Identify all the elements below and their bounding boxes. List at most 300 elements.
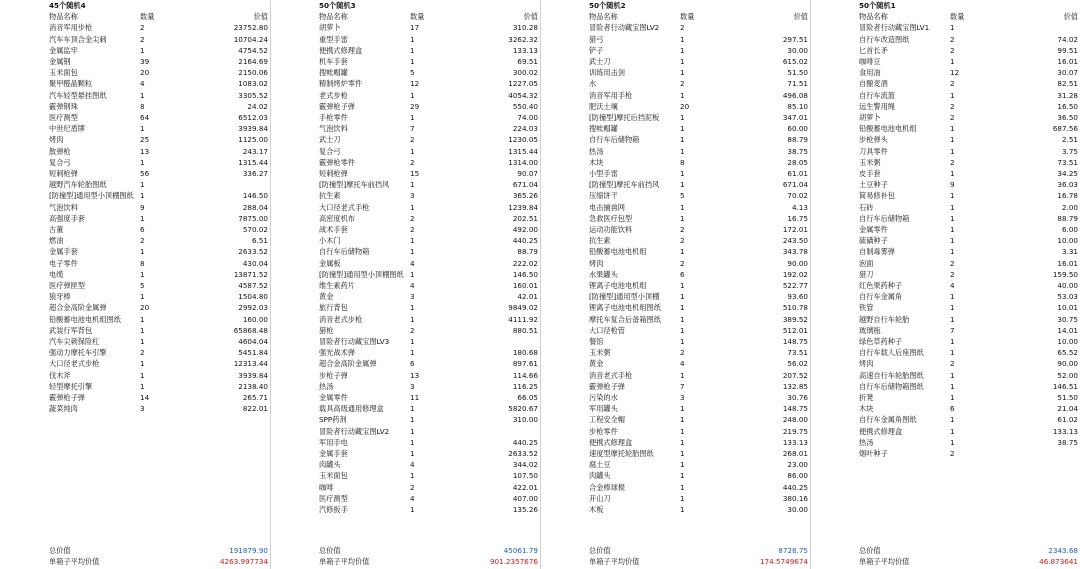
table-row <box>270 392 540 403</box>
quantity-cell: 1 <box>410 337 415 346</box>
item-name-cell: 刀具零件 <box>859 146 888 156</box>
item-name-cell: 电缆 <box>49 269 64 279</box>
item-name-cell: 猎枪 <box>319 325 334 335</box>
item-name-cell: 食用油 <box>859 68 881 78</box>
table-row <box>270 414 540 425</box>
quantity-cell: 1 <box>950 348 955 358</box>
item-name-cell: 金属零件 <box>859 225 888 234</box>
item-name-cell: 复合弓 <box>319 146 341 156</box>
item-name-cell: 铲子 <box>589 45 604 55</box>
value-cell: 34.25 <box>1057 169 1078 178</box>
value-cell: 4.13 <box>791 202 808 212</box>
quantity-cell: 1 <box>680 57 685 66</box>
value-cell: 73.51 <box>787 348 808 358</box>
value-cell: 207.52 <box>782 370 808 380</box>
quantity-cell: 64 <box>140 113 150 122</box>
item-name-cell: 短刺枪弹 <box>319 169 348 178</box>
item-name-cell: 运动功能饮料 <box>589 225 633 234</box>
quantity-cell: 2 <box>140 348 145 358</box>
item-name-cell: 自行车金属角图纸 <box>859 415 917 425</box>
value-cell: 1227.05 <box>508 79 538 89</box>
quantity-cell: 7 <box>680 381 685 391</box>
value-cell: 133.13 <box>782 437 808 447</box>
item-name-cell: 咖啡豆 <box>859 57 881 66</box>
value-cell: 148.75 <box>782 404 808 414</box>
quantity-cell: 1 <box>680 314 685 324</box>
item-name-cell: 玉米粥 <box>859 157 881 167</box>
item-name-cell: 自行车后储物箱 <box>859 213 910 223</box>
quantity-cell: 1 <box>140 370 145 380</box>
table-row <box>810 448 1080 459</box>
item-name-cell: 工程安全帽 <box>589 415 625 425</box>
table-row <box>270 336 540 347</box>
item-name-cell: 霰弹枪子弹 <box>589 381 625 391</box>
table-row <box>810 224 1080 235</box>
value-cell: 160.01 <box>512 281 538 290</box>
value-cell: 90.00 <box>787 258 808 268</box>
table-row <box>540 403 810 414</box>
value-cell <box>488 426 538 437</box>
item-name-cell: 消音老式手枪 <box>589 370 633 380</box>
table-row <box>270 314 540 325</box>
table-row <box>0 56 270 67</box>
item-name-cell: 小型手雷 <box>589 169 618 178</box>
value-cell: 510.78 <box>782 303 808 313</box>
value-cell: 2992.03 <box>238 303 268 313</box>
value-cell: 1504.80 <box>238 292 268 302</box>
value-cell <box>1028 22 1078 33</box>
quantity-cell: 1 <box>680 426 685 436</box>
quantity-cell: 1 <box>140 269 145 279</box>
quantity-cell: 1 <box>680 482 685 492</box>
value-cell: 38.75 <box>1057 437 1078 447</box>
quantity-cell: 3 <box>410 191 415 201</box>
quantity-cell: 1 <box>950 393 955 402</box>
value-cell: 2633.52 <box>238 247 268 257</box>
table-header-row <box>0 11 270 22</box>
table-row <box>540 302 810 313</box>
item-name-cell: 狼牙棒 <box>49 292 71 302</box>
quantity-cell: 2 <box>140 23 145 33</box>
value-cell: 4054.32 <box>508 90 538 100</box>
item-name-cell: 电击捕兽网 <box>589 202 625 212</box>
quantity-cell: 2 <box>680 225 685 234</box>
value-cell: 671.04 <box>782 180 808 190</box>
table-row <box>540 269 810 280</box>
quantity-cell: 4 <box>410 460 415 470</box>
average-value: 46.873641 <box>1039 556 1078 566</box>
value-cell: 146.50 <box>512 269 538 279</box>
item-name-cell: 开山刀 <box>589 493 611 503</box>
quantity-cell: 1 <box>140 191 145 201</box>
value-cell: 265.71 <box>242 393 268 402</box>
table-block-1 <box>0 0 271 569</box>
quantity-cell: 1 <box>410 90 415 100</box>
quantity-cell: 1 <box>410 314 415 324</box>
value-cell: 85.10 <box>787 101 808 111</box>
value-cell: 3305.52 <box>238 90 268 100</box>
table-row <box>270 482 540 493</box>
value-cell: 66.05 <box>517 393 538 402</box>
value-cell: 30.76 <box>787 393 808 402</box>
table-row <box>0 190 270 201</box>
quantity-cell: 1 <box>680 124 685 134</box>
item-name-cell: 热汤 <box>319 381 334 391</box>
table-title: 50个随机1 <box>859 1 896 10</box>
item-name-cell: 消音军用步枪 <box>49 23 93 33</box>
value-cell: 71.51 <box>787 79 808 89</box>
quantity-cell: 3 <box>140 404 145 414</box>
quantity-cell: 1 <box>410 303 415 313</box>
value-cell: 202.51 <box>512 213 538 223</box>
quantity-cell: 11 <box>410 393 420 402</box>
value-cell: 3.31 <box>1061 247 1078 257</box>
item-name-cell: 武士刀 <box>319 135 341 145</box>
quantity-cell: 1 <box>950 225 955 234</box>
item-name-cell: 烤肉 <box>859 359 874 369</box>
quantity-cell: 1 <box>680 449 685 458</box>
value-cell: 192.02 <box>782 269 808 279</box>
total-row <box>810 545 1080 556</box>
item-name-cell: 自行车流篮 <box>859 90 895 100</box>
value-cell: 297.51 <box>782 34 808 44</box>
quantity-cell: 2 <box>950 157 955 167</box>
item-name-cell: 玉米面包 <box>319 471 348 481</box>
item-name-cell: 简易修补包 <box>859 191 895 201</box>
table-row <box>270 459 540 470</box>
value-cell: 148.75 <box>782 337 808 346</box>
quantity-cell: 4 <box>680 359 685 369</box>
quantity-cell: 7 <box>950 325 955 335</box>
quantity-cell: 6 <box>140 225 145 234</box>
value-cell: 822.01 <box>242 404 268 414</box>
quantity-cell: 2 <box>410 213 415 223</box>
table-row <box>0 168 270 179</box>
quantity-cell: 1 <box>680 213 685 223</box>
table-title-row <box>270 0 540 11</box>
table-row <box>810 78 1080 89</box>
quantity-cell: 1 <box>950 370 955 380</box>
table-row <box>810 314 1080 325</box>
item-name-cell: 金属手套 <box>49 247 78 257</box>
quantity-cell: 2 <box>680 258 685 268</box>
average-value: 174.5749674 <box>759 556 808 566</box>
quantity-cell: 1 <box>140 292 145 302</box>
quantity-cell: 1 <box>950 23 955 33</box>
value-cell: 365.26 <box>512 191 538 201</box>
quantity-cell: 12 <box>950 68 960 78</box>
value-cell: 13871.52 <box>233 269 268 279</box>
quantity-cell: 17 <box>410 23 420 33</box>
quantity-cell: 4 <box>950 281 955 290</box>
value-cell: 4754.52 <box>238 45 268 55</box>
table-row <box>810 213 1080 224</box>
value-cell: 1315.44 <box>508 146 538 156</box>
item-name-cell: 便携式修理盒 <box>859 426 903 436</box>
table-row <box>810 246 1080 257</box>
total-row <box>540 545 810 556</box>
value-cell: 12313.44 <box>233 359 268 369</box>
table-row <box>540 67 810 78</box>
value-cell: 36.03 <box>1057 180 1078 190</box>
value-cell: 159.50 <box>1052 269 1078 279</box>
item-name-cell: [防撞型]通用型小顶棚 <box>589 292 660 302</box>
item-name-cell: 医疗测型 <box>319 493 348 503</box>
table-header-row <box>810 11 1080 22</box>
value-cell: 10.00 <box>1057 337 1078 346</box>
quantity-cell: 1 <box>410 57 415 66</box>
value-cell: 69.51 <box>517 57 538 66</box>
value-cell: 2633.52 <box>508 449 538 458</box>
quantity-cell: 1 <box>950 247 955 257</box>
value-cell: 336.27 <box>242 169 268 178</box>
item-name-cell: 越野汽车轮胎图纸 <box>49 180 107 190</box>
value-cell: 88.79 <box>787 135 808 145</box>
value-cell <box>758 22 808 33</box>
value-cell: 248.00 <box>782 415 808 425</box>
table-row <box>810 90 1080 101</box>
item-name-cell: 古董 <box>49 225 64 234</box>
item-name-cell: 大口径老式手枪 <box>319 202 370 212</box>
quantity-cell: 1 <box>410 180 415 190</box>
quantity-cell: 12 <box>410 79 420 89</box>
average-label: 单箱子平均价值 <box>589 556 640 566</box>
table-row <box>270 224 540 235</box>
table-row <box>270 370 540 381</box>
table-row <box>810 437 1080 448</box>
item-name-cell: 轻型摩托引擎 <box>49 381 93 391</box>
quantity-cell: 7 <box>410 124 415 134</box>
quantity-cell: 1 <box>950 191 955 201</box>
table-row <box>810 381 1080 392</box>
table-row <box>540 291 810 302</box>
value-cell: 28.05 <box>787 157 808 167</box>
column-header: 价值 <box>1063 12 1078 22</box>
quantity-cell: 2 <box>950 359 955 369</box>
total-label: 总价值 <box>319 545 341 555</box>
value-cell: 224.03 <box>512 124 538 134</box>
table-row <box>270 381 540 392</box>
average-label: 单箱子平均价值 <box>319 556 370 566</box>
value-cell: 2164.69 <box>238 57 268 66</box>
quantity-cell: 20 <box>140 303 150 313</box>
value-cell: 88.79 <box>517 247 538 257</box>
quantity-cell: 8 <box>680 157 685 167</box>
quantity-cell: 1 <box>950 135 955 145</box>
item-name-cell: 战术手套 <box>319 225 348 234</box>
value-cell: 65.52 <box>1057 348 1078 358</box>
item-name-cell: 复合弓 <box>49 157 71 167</box>
table-row <box>540 224 810 235</box>
value-cell: 492.00 <box>512 225 538 234</box>
quantity-cell: 6 <box>950 404 955 414</box>
item-name-cell: [防撞型]摩托车前挡风 <box>319 180 390 190</box>
quantity-cell: 1 <box>410 505 415 514</box>
table-row <box>540 325 810 336</box>
quantity-cell: 5 <box>680 191 685 201</box>
quantity-cell: 1 <box>410 113 415 122</box>
item-name-cell: 训练用击剑 <box>589 68 625 78</box>
item-name-cell: 水 <box>589 79 597 89</box>
value-cell: 30.75 <box>1057 314 1078 324</box>
table-row <box>540 392 810 403</box>
item-name-cell: 军用手电 <box>319 437 348 447</box>
quantity-cell: 1 <box>950 426 955 436</box>
table-row <box>0 269 270 280</box>
quantity-cell: 1 <box>950 437 955 447</box>
table-row <box>0 213 270 224</box>
table-row <box>0 336 270 347</box>
value-cell: 74.00 <box>517 113 538 122</box>
table-row <box>0 235 270 246</box>
item-name-cell: 蔬菜炖肉 <box>49 404 78 414</box>
quantity-cell: 2 <box>680 348 685 358</box>
value-cell: 24.02 <box>247 101 268 111</box>
table-row <box>0 302 270 313</box>
item-name-cell: 烤肉 <box>589 258 604 268</box>
quantity-cell: 8 <box>140 258 145 268</box>
table-row <box>0 112 270 123</box>
value-cell: 16.78 <box>1057 191 1078 201</box>
quantity-cell: 1 <box>950 236 955 246</box>
table-row <box>270 56 540 67</box>
quantity-cell: 1 <box>680 68 685 78</box>
table-row <box>270 112 540 123</box>
table-row <box>0 314 270 325</box>
quantity-cell: 1 <box>680 113 685 122</box>
item-name-cell: 冒险者行动藏宝图LV2 <box>319 426 390 436</box>
value-cell <box>218 179 268 190</box>
item-name-cell: 霰弹枪零件 <box>319 157 355 167</box>
table-row <box>540 493 810 504</box>
quantity-cell: 1 <box>410 404 415 414</box>
item-name-cell: 精制烤炉零件 <box>319 79 363 89</box>
item-name-cell: 短刺枪弹 <box>49 169 78 178</box>
item-name-cell: 肥沃土壤 <box>589 101 618 111</box>
quantity-cell: 1 <box>140 90 145 100</box>
value-cell <box>488 336 538 347</box>
quantity-cell: 2 <box>140 236 145 246</box>
quantity-cell: 29 <box>410 101 420 111</box>
quantity-cell: 1 <box>680 281 685 290</box>
value-cell: 2150.06 <box>238 68 268 78</box>
quantity-cell: 1 <box>950 169 955 178</box>
table-row <box>270 235 540 246</box>
item-name-cell: 速度型摩托轮胎图纸 <box>589 449 654 458</box>
quantity-cell: 1 <box>140 359 145 369</box>
value-cell: 1314.00 <box>508 157 538 167</box>
item-name-cell: 汽车轻型悬挂图纸 <box>49 90 107 100</box>
quantity-cell: 1 <box>140 381 145 391</box>
table-title-row <box>0 0 270 11</box>
quantity-cell: 2 <box>950 113 955 122</box>
value-cell: 2.51 <box>1061 135 1078 145</box>
quantity-cell: 1 <box>140 180 145 190</box>
item-name-cell: 大口径老式步枪 <box>49 359 100 369</box>
table-row <box>540 347 810 358</box>
quantity-cell: 1 <box>140 157 145 167</box>
item-name-cell: 机车手套 <box>319 57 348 66</box>
quantity-cell: 1 <box>140 124 145 134</box>
table-row <box>270 403 540 414</box>
table-row <box>810 414 1080 425</box>
value-cell: 9849.02 <box>508 303 538 313</box>
average-row <box>540 556 810 567</box>
value-cell: 222.02 <box>512 258 538 268</box>
table-row <box>0 134 270 145</box>
quantity-cell: 1 <box>410 471 415 481</box>
quantity-cell: 1 <box>410 146 415 156</box>
quantity-cell: 1 <box>680 303 685 313</box>
quantity-cell: 1 <box>950 337 955 346</box>
item-name-cell: [防撞型]通用型小顶棚图纸 <box>49 191 134 201</box>
quantity-cell: 1 <box>680 247 685 257</box>
total-value: 45061.79 <box>503 545 538 555</box>
value-cell: 243.17 <box>242 146 268 156</box>
item-name-cell: 锂离子电池电机组 <box>589 281 647 290</box>
quantity-cell: 1 <box>140 337 145 346</box>
item-name-cell: 玉米粥 <box>589 348 611 358</box>
table-row <box>270 34 540 45</box>
value-cell: 21.04 <box>1057 404 1078 414</box>
value-cell: 671.04 <box>512 180 538 190</box>
value-cell: 1125.00 <box>238 135 268 145</box>
table-header-row <box>540 11 810 22</box>
item-name-cell: 皮手套 <box>859 169 881 178</box>
table-row <box>810 45 1080 56</box>
quantity-cell: 14 <box>140 393 150 402</box>
table-row <box>540 190 810 201</box>
table-row <box>270 202 540 213</box>
quantity-cell: 2 <box>950 101 955 111</box>
value-cell: 40.00 <box>1057 281 1078 290</box>
quantity-cell: 1 <box>680 169 685 178</box>
item-name-cell: 猎弓 <box>589 34 604 44</box>
value-cell: 4587.52 <box>238 281 268 290</box>
table-block-2 <box>270 0 541 569</box>
column-header: 数量 <box>680 12 695 22</box>
value-cell: 31.28 <box>1057 90 1078 100</box>
value-cell: 687.56 <box>1052 124 1078 134</box>
item-name-cell: 自制毒雾弹 <box>859 247 895 257</box>
item-name-cell: 铁管 <box>859 303 874 313</box>
table-row <box>0 370 270 381</box>
quantity-cell: 1 <box>680 437 685 447</box>
item-name-cell: 自行车后储物箱 <box>319 247 370 257</box>
item-name-cell: 黄金 <box>319 292 334 302</box>
quantity-cell: 1 <box>680 493 685 503</box>
table-row <box>270 123 540 134</box>
item-name-cell: 消音老式步枪 <box>319 314 363 324</box>
value-cell: 512.01 <box>782 325 808 335</box>
table-row <box>540 426 810 437</box>
value-cell: 51.50 <box>787 68 808 78</box>
value-cell: 160.00 <box>242 314 268 324</box>
value-cell: 132.85 <box>782 381 808 391</box>
table-row <box>0 347 270 358</box>
table-row <box>810 325 1080 336</box>
quantity-cell: 2 <box>410 325 415 335</box>
quantity-cell: 6 <box>680 269 685 279</box>
item-name-cell: 搜帐帽罐 <box>319 68 348 78</box>
table-row <box>270 269 540 280</box>
item-name-cell: 燃油 <box>49 236 64 246</box>
table-row <box>270 358 540 369</box>
value-cell: 615.02 <box>782 57 808 66</box>
quantity-cell: 2 <box>410 482 415 492</box>
table-row <box>270 22 540 33</box>
quantity-cell: 1 <box>410 437 415 447</box>
